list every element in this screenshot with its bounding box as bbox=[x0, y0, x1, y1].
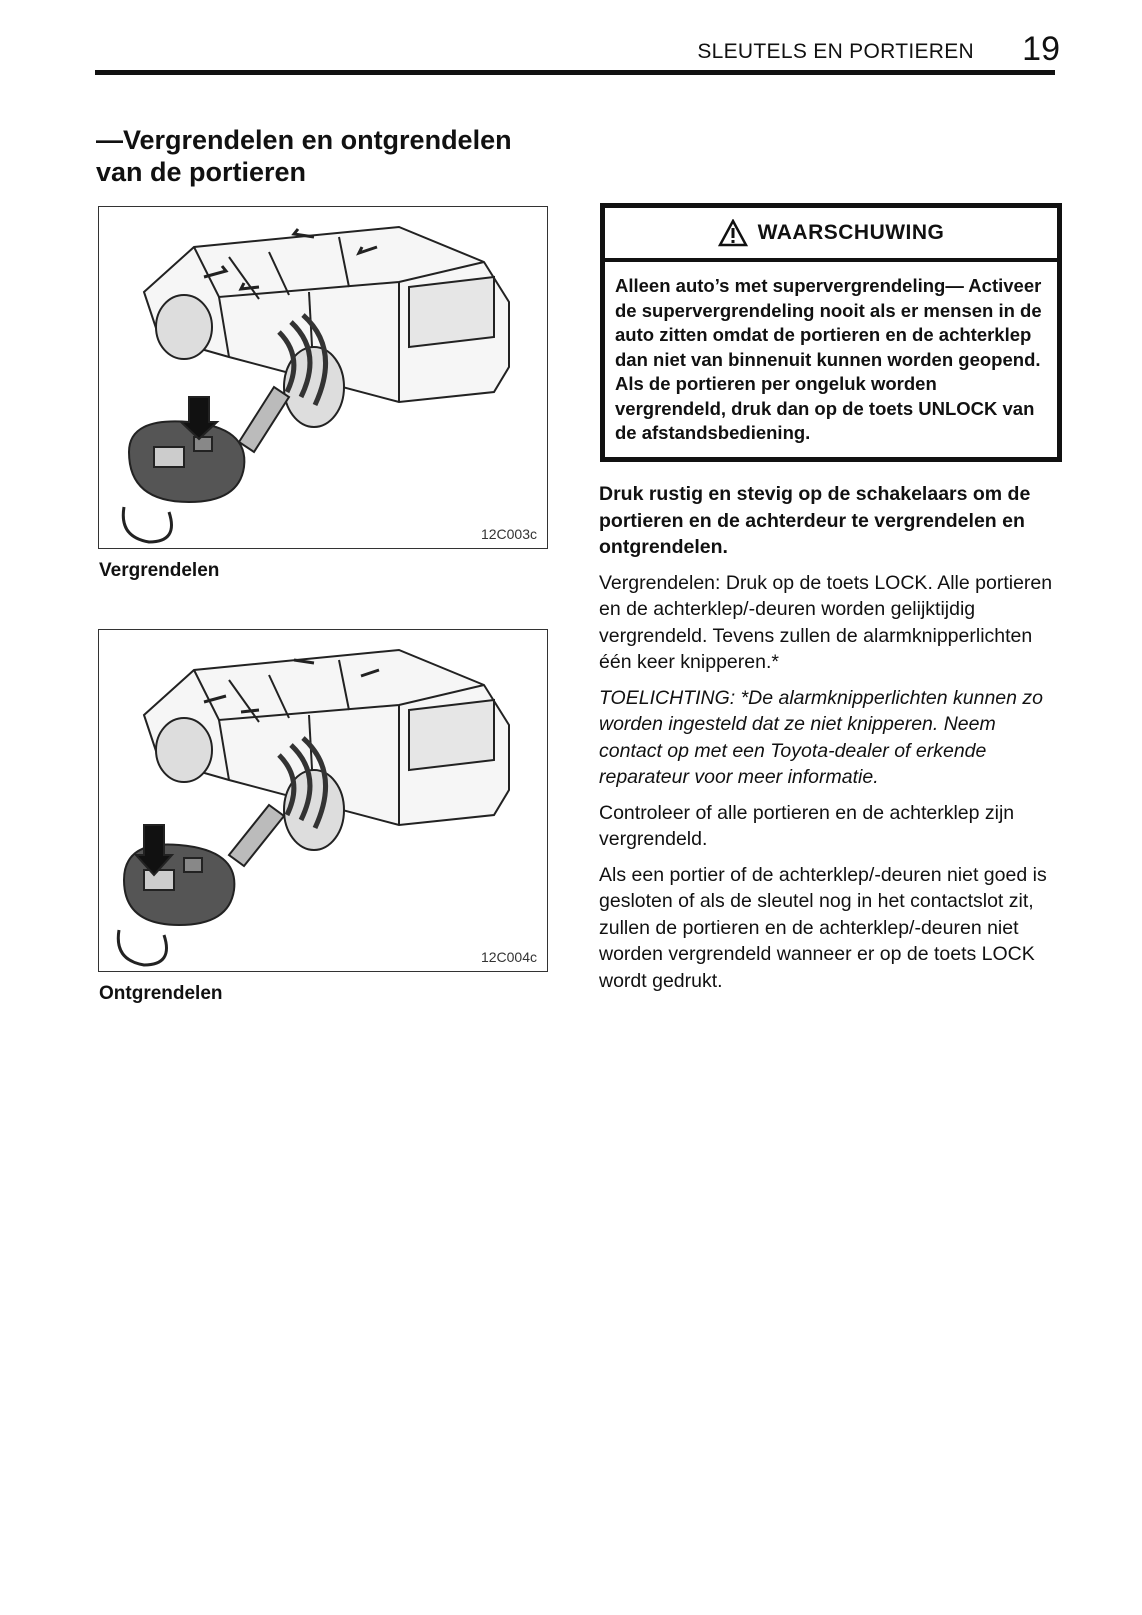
warning-box bbox=[600, 203, 1062, 462]
car-key-lock-illustration bbox=[99, 207, 547, 548]
figure-caption: Vergrendelen bbox=[99, 560, 220, 581]
section-title-line1: —Vergrendelen en ontgrendelen bbox=[96, 125, 512, 155]
figure-unlock bbox=[98, 629, 548, 972]
check-paragraph: Controleer of alle portieren en de achterklep zijn vergrendeld. bbox=[599, 801, 1015, 850]
warning-text: Alleen auto’s met supervergrendeling— Activeer de supervergrendeling nooit als er mensen in de auto zitten omdat de portieren en de achterklep dan niet van binnenuit kunnen worden geopend. Als de portieren per ongeluk worden vergrendeld, druk dan op de toets UNLOCK van de afstandsbediening. bbox=[615, 275, 1042, 443]
note-paragraph: TOELICHTING: *De alarmknipperlichten kunnen zo worden ingesteld dat ze niet knipperen. Neem contact op met een Toyota-dealer of erkende reparateur voor meer informatie. bbox=[599, 686, 1043, 788]
body-column bbox=[599, 481, 1059, 994]
figure-caption: Ontgrendelen bbox=[99, 983, 223, 1004]
figure-code: 12C003c bbox=[480, 526, 537, 542]
car-key-unlock-illustration bbox=[99, 630, 547, 971]
section-title bbox=[96, 124, 512, 188]
warning-triangle-icon bbox=[718, 219, 748, 247]
condition-paragraph: Als een portier of de achterklep/-deuren niet goed is gesloten of als de sleutel nog in het contactslot zit, zullen de portieren en de achterklep/-deuren niet worden vergrendeld wanneer er op de toets LOCK wordt gedrukt. bbox=[599, 863, 1047, 992]
header-rule bbox=[95, 70, 1055, 75]
running-header: SLEUTELS EN PORTIEREN bbox=[697, 40, 974, 63]
page-number: 19 bbox=[1022, 30, 1060, 68]
section-title-line2: van de portieren bbox=[96, 157, 307, 187]
warning-heading: WAARSCHUWING bbox=[757, 221, 945, 244]
figure-lock bbox=[98, 206, 548, 549]
warning-header bbox=[605, 208, 1057, 262]
lead-paragraph: Druk rustig en stevig op de schakelaars om de portieren en de achterdeur te vergrendelen en ontgrendelen. bbox=[599, 483, 1031, 558]
figure-code: 12C004c bbox=[480, 949, 537, 965]
lock-paragraph: Vergrendelen: Druk op de toets LOCK. Alle portieren en de achterklep/-deuren worden gelijktijdig vergrendeld. Tevens zullen de alarmknipperlichten één keer knipperen.* bbox=[599, 571, 1053, 673]
